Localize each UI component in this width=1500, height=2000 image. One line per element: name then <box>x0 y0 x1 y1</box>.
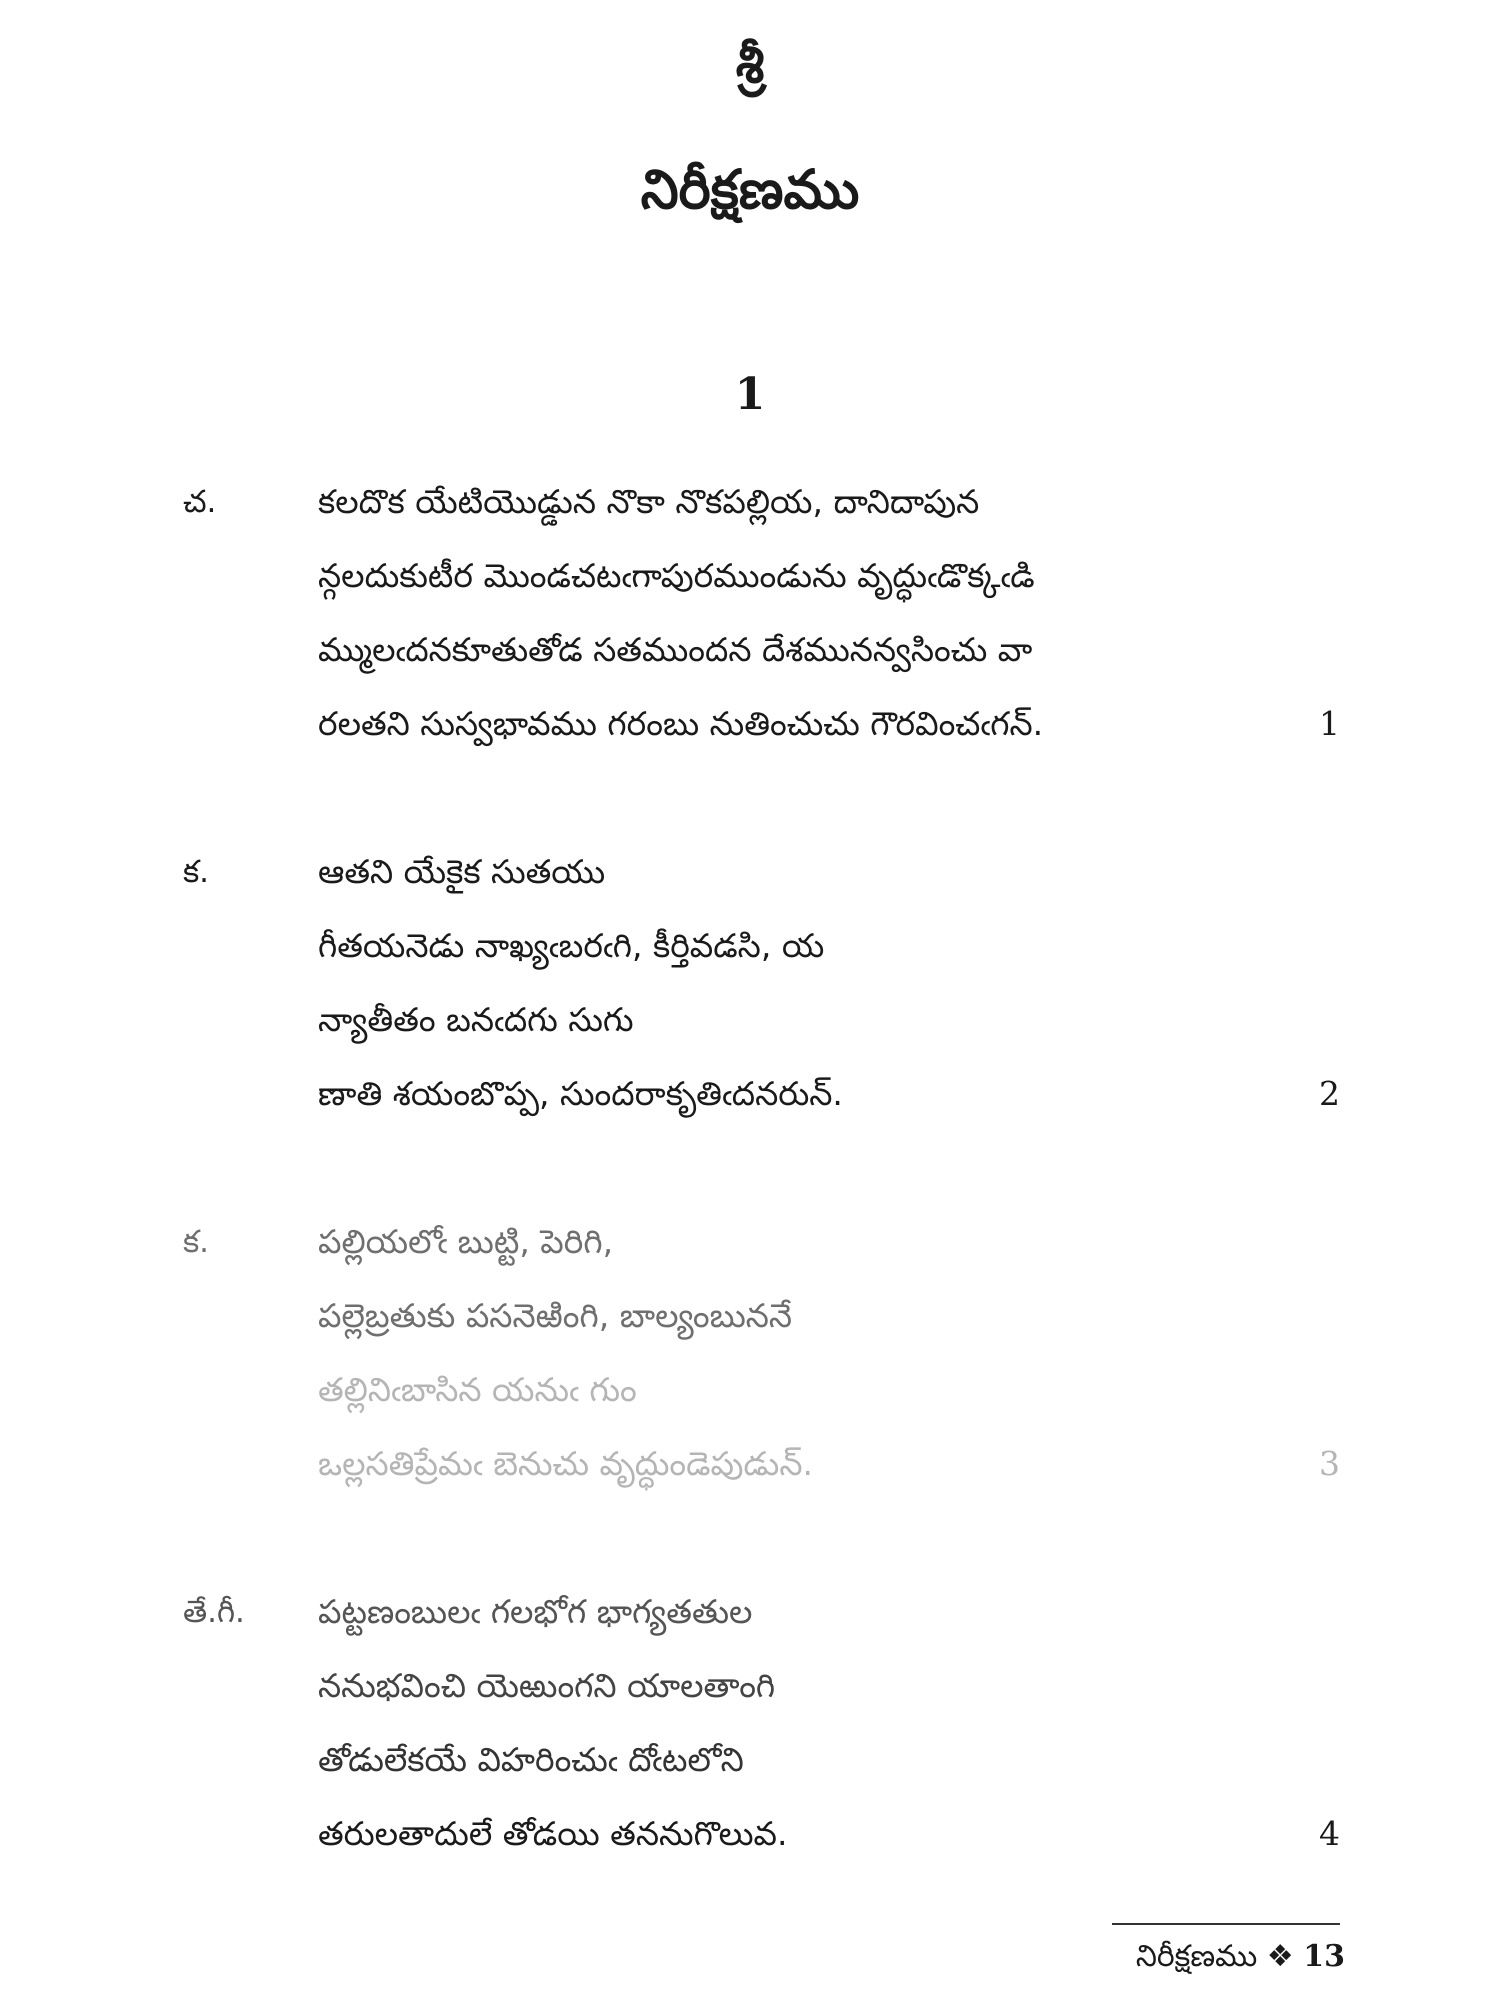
verse-number: 4 <box>1319 1814 1340 1853</box>
verse-line: ఒల్లసతిప్రేమఁ బెనుచు వృద్ధుండెపుడున్. <box>318 1444 813 1483</box>
verse-line: న్గలదుకుటీర మొండచటఁగాపురముండును వృద్ధుఁడొక్కఁడి <box>318 556 1035 595</box>
verse-number: 2 <box>1319 1074 1340 1113</box>
verse-line: పట్టణంబులఁ గలభోగ భాగ్యతతుల <box>318 1592 753 1631</box>
verse-meter: క. <box>183 1224 210 1260</box>
verse-line: ననుభవించి యెఱుంగని యాలతాంగి <box>318 1666 776 1705</box>
verse-line: ఆతని యేకైక సుతయు <box>318 852 606 891</box>
verse-line: తోడులేకయే విహరించుఁ దోఁటలోని <box>318 1740 744 1779</box>
verse-line: పల్లియలోఁ బుట్టి, పెరిగి, <box>318 1222 614 1261</box>
verse-line: ణాతి శయంబొప్ప, సుందరాకృతిఁదనరున్. <box>318 1074 843 1113</box>
verse-meter: తే.గీ. <box>183 1594 245 1630</box>
page-number: 13 <box>1303 1939 1345 1974</box>
page-title: నిరీక్షణము <box>640 158 860 221</box>
footer-title: నిరీక్షణము <box>1135 1939 1258 1974</box>
verse-line: కలదొక యేటియొడ్డున నొకా నొకపల్లియ, దానిదాపున <box>318 482 980 521</box>
verse-meter: క. <box>183 854 210 890</box>
verse-line: న్యాతీతం బనఁదగు సుగు <box>318 1000 634 1039</box>
footer-ornament-icon: ❖ <box>1266 1939 1294 1974</box>
verse-number: 1 <box>1319 704 1340 743</box>
footer-rule <box>1112 1923 1340 1925</box>
verse-line: తరులతాదులే తోడయి తననుగొలువ. <box>318 1814 788 1853</box>
section-number: 1 <box>734 369 766 420</box>
verse-number: 3 <box>1319 1444 1340 1483</box>
page-footer <box>1136 1935 1345 1979</box>
invocation-sri: శ్రీ <box>735 35 765 95</box>
verse-line: గీతయనెడు నాఖ్యఁబరఁగి, కీర్తివడసి, య <box>318 926 825 965</box>
verse-line: మ్ములఁదనకూతుతోడ సతముందన దేశమునన్వసించు వా <box>318 630 1033 669</box>
verse-line: పల్లెబ్రతుకు పసనెఱింగి, బాల్యంబుననే <box>318 1296 793 1335</box>
verse-meter: చ. <box>183 484 217 520</box>
verse-line: తల్లినిఁబాసిన యనుఁ గుం <box>318 1370 637 1409</box>
verse-line: రలతని సుస్వభావము గరంబు నుతించుచు గౌరవించఁగన్. <box>318 704 1044 743</box>
